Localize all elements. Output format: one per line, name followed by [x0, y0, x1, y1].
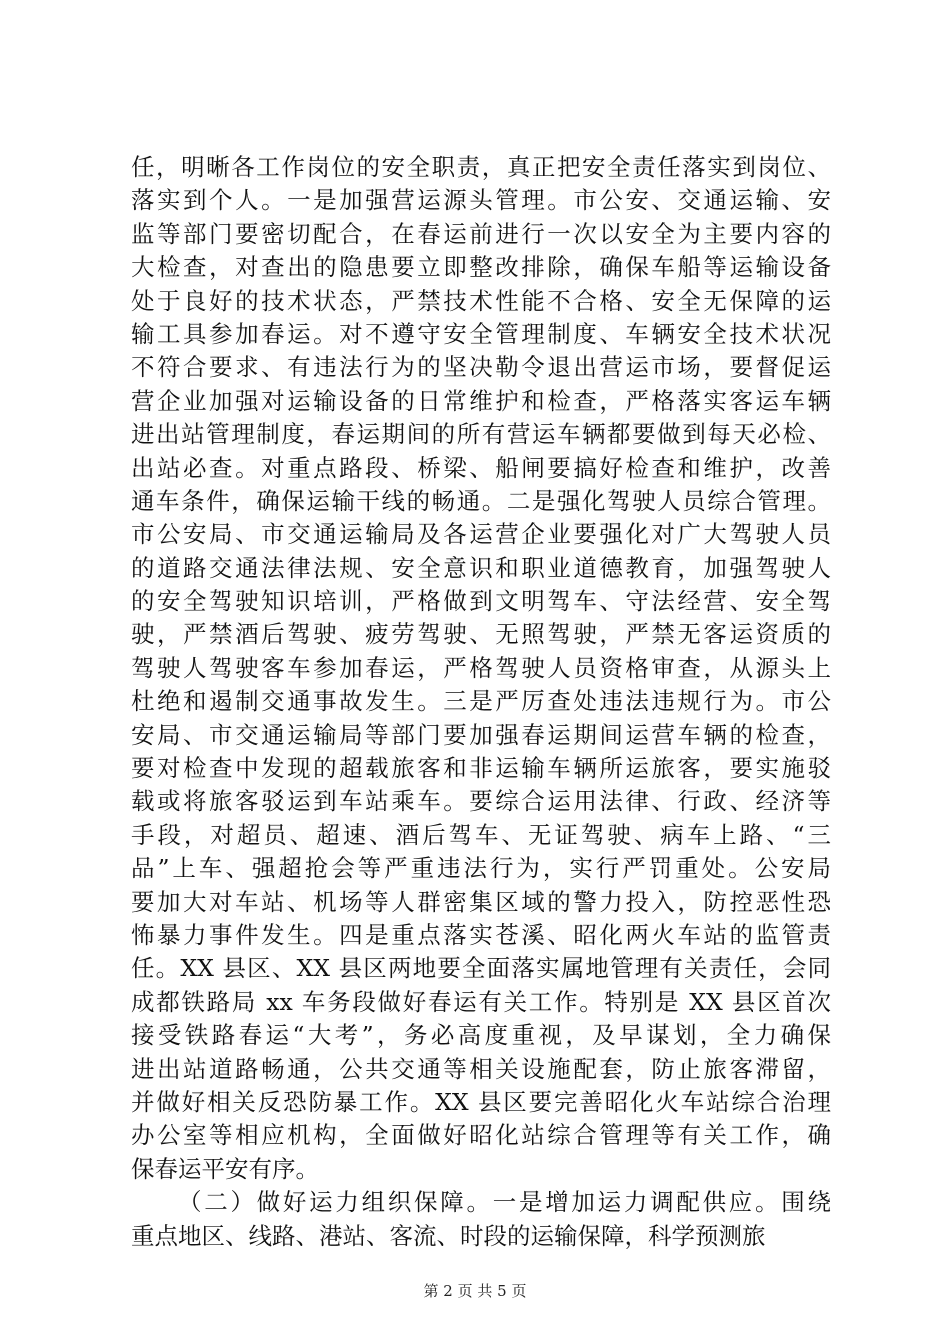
text-line: 任。XX 县区、XX 县区两地要全面落实属地管理有关责任，会同: [131, 954, 831, 983]
text-line: 营企业加强对运输设备的日常维护和检查，严格落实客运车辆: [131, 386, 831, 415]
text-line: 大检查，对查出的隐患要立即整改排除，确保车船等运输设备: [131, 253, 831, 282]
text-line: （二）做好运力组织保障。一是增加运力调配供应。围绕: [178, 1188, 831, 1217]
paragraph: [131, 1186, 831, 1253]
text-line: 成都铁路局 xx 车务段做好春运有关工作。特别是 XX 县区首次: [131, 987, 831, 1016]
text-line: 安局、市交通运输局等部门要加强春运期间运营车辆的检查，: [131, 720, 831, 749]
text-line: 输工具参加春运。对不遵守安全管理制度、车辆安全技术状况: [131, 319, 831, 348]
text-line: 出站必查。对重点路段、桥梁、船闸要搞好检查和维护，改善: [131, 453, 831, 482]
text-line: 品”上车、强超抢会等严重违法行为，实行严罚重处。公安局: [131, 854, 831, 883]
text-line: 任，明晰各工作岗位的安全职责，真正把安全责任落实到岗位、: [131, 153, 831, 181]
text-line: 重点地区、线路、港站、客流、时段的运输保障，科学预测旅: [131, 1221, 766, 1250]
text-line: 处于良好的技术状态，严禁技术性能不合格、安全无保障的运: [131, 286, 831, 315]
text-line: 要对检查中发现的超载旅客和非运输车辆所运旅客，要实施驳: [131, 754, 831, 783]
text-line: 不符合要求、有违法行为的坚决勒令退出营运市场，要督促运: [131, 353, 831, 382]
text-line: 并做好相关反恐防暴工作。XX 县区要完善昭化火车站综合治理: [131, 1087, 831, 1116]
text-line: 进出站管理制度，春运期间的所有营运车辆都要做到每天必检、: [131, 420, 831, 449]
text-line: 的道路交通法律法规、安全意识和职业道德教育，加强驾驶人: [131, 553, 831, 582]
text-line: 驾驶人驾驶客车参加春运，严格驾驶人员资格审查，从源头上: [131, 653, 831, 682]
text-line: 保春运平安有序。: [131, 1154, 319, 1183]
text-line: 驶，严禁酒后驾驶、疲劳驾驶、无照驾驶，严禁无客运资质的: [131, 620, 831, 649]
paragraph: [131, 151, 831, 1186]
text-line: 进出站道路畅通，公共交通等相关设施配套，防止旅客滞留，: [131, 1054, 831, 1083]
page-number-footer: 第 2 页 共 5 页: [423, 1282, 527, 1300]
text-line: 杜绝和遏制交通事故发生。三是严厉查处违法违规行为。市公: [131, 687, 831, 716]
document-body: [131, 151, 831, 1253]
text-line: 通车条件，确保运输干线的畅通。二是强化驾驶人员综合管理。: [131, 486, 831, 515]
text-line: 落实到个人。一是加强营运源头管理。市公安、交通运输、安: [131, 186, 831, 215]
text-line: 要加大对车站、机场等人群密集区域的警力投入，防控恶性恐: [131, 887, 831, 916]
text-line: 办公室等相应机构，全面做好昭化站综合管理等有关工作，确: [131, 1121, 831, 1150]
text-line: 市公安局、市交通运输局及各运营企业要强化对广大驾驶人员: [131, 520, 831, 549]
text-line: 怖暴力事件发生。四是重点落实苍溪、昭化两火车站的监管责: [131, 920, 831, 949]
text-line: 接受铁路春运“大考”，务必高度重视，及早谋划，全力确保: [131, 1021, 831, 1050]
text-line: 手段，对超员、超速、酒后驾车、无证驾驶、病车上路、“三: [131, 820, 831, 849]
text-line: 监等部门要密切配合，在春运前进行一次以安全为主要内容的: [131, 219, 831, 248]
text-line: 载或将旅客驳运到车站乘车。要综合运用法律、行政、经济等: [131, 787, 831, 816]
text-line: 的安全驾驶知识培训，严格做到文明驾车、守法经营、安全驾: [131, 587, 831, 616]
